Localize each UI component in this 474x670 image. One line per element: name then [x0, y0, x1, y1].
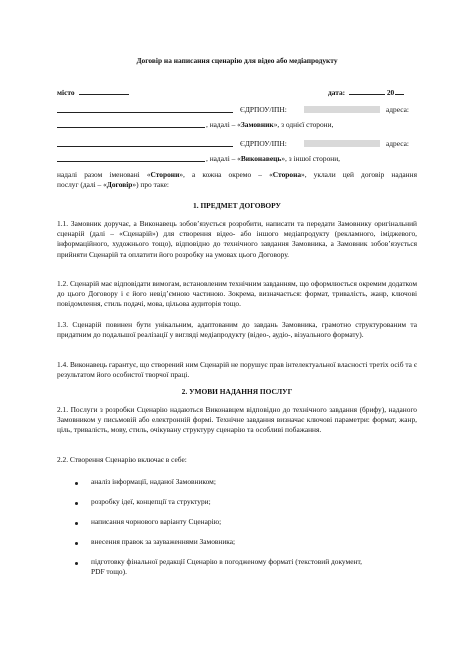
list-item: підготовку фінальної редакції Сценарію в погодженому форматі (текстовий документ,: [91, 557, 362, 566]
clause-1-2: 1.2. Сценарій має відповідати вимогам, встановленим технічним завданням, що оформлюється окремим додатком до цього Договору і є його невід’ємною частиною. Зокрема, визначається: формат, тривалість, жанр, ключові повідомлення, стиль подачі, мова, цільова аудиторія тощо.: [57, 279, 417, 309]
bullet-icon: [75, 562, 78, 565]
bullet-icon: [75, 502, 78, 505]
parties-line-2: [57, 180, 417, 190]
clause-1-4: 1.4. Виконавець гарантує, що створений ним Сценарій не порушує прав інтелектуальної власності третіх осіб та є результатом його особистої творчої праці.: [57, 360, 417, 380]
customer-role-name: Замовник: [240, 120, 274, 129]
parties-text-4: послуг (далі – «: [57, 180, 107, 190]
customer-edrpou-label: ЄДРПОУ/ІПН:: [240, 105, 287, 114]
list-item: аналіз інформації, наданої Замовником;: [91, 477, 216, 486]
parties-line-1: [57, 170, 417, 180]
customer-address-field[interactable]: [57, 127, 205, 128]
date-label: дата:: [328, 88, 346, 97]
list-item-continuation: PDF тощо).: [91, 567, 127, 576]
city-label: місто: [57, 88, 75, 97]
executor-name-field[interactable]: [57, 146, 233, 147]
parties-text-3: », уклали цей договір надання: [301, 170, 417, 179]
bullet-icon: [75, 542, 78, 545]
parties-term-sides: Сторони: [150, 170, 180, 179]
clause-1-3: 1.3. Сценарій повинен бути унікальним, адаптованим до завдань Замовника, грамотно структурованим та придатним до подальшої реалізації у вигляді медіапродукту (відео-, аудіо-, візуального формату).: [57, 320, 417, 340]
bullet-icon: [75, 482, 78, 485]
section-1-title: 1. ПРЕДМЕТ ДОГОВОРУ: [193, 201, 281, 210]
parties-text-2: », а кожна окремо – «: [179, 170, 273, 179]
executor-address-field[interactable]: [57, 161, 205, 162]
parties-term-contract: Договір: [106, 180, 133, 190]
parties-paragraph: [57, 170, 417, 190]
year-field[interactable]: [395, 87, 404, 95]
document-title: Договір на написання сценарію для відео або медіапродукту: [136, 56, 338, 65]
section-2-title: 2. УМОВИ НАДАННЯ ПОСЛУГ: [181, 387, 293, 396]
date-field[interactable]: [349, 87, 385, 95]
city-field[interactable]: [79, 87, 129, 95]
clause-1-1: 1.1. Замовник доручає, а Виконавець зобов’язується розробити, написати та передати Замовнику оригінальний сценарій (далі – «Сценарій») для створення відео- або іншого медіапродукту (рекламного, іміджевого, інформаційного, художнього тощо), відповідно до технічного завдання Замовника, а Замовник зобов’язується прийняти Сценарій та оплатити його розробку на умовах цього Договору.: [57, 219, 417, 259]
city-line: [57, 87, 129, 98]
list-item: розробку ідеї, концепції та структури;: [91, 497, 211, 506]
customer-role-pre: , надалі – «: [206, 120, 241, 129]
customer-role-line: [206, 120, 333, 130]
bullet-icon: [75, 522, 78, 525]
executor-address-label: адреса:: [386, 139, 409, 148]
executor-role-line: [206, 154, 340, 164]
clause-2-1: 2.1. Послуги з розробки Сценарію надаються Виконавцем відповідно до технічного завдання (брифу), наданого Замовником у письмовій або електронній формі. Технічне завдання визначає ключові параметри: формат, жанр, ціль, тривалість, мову, стиль, очікувану структуру сценарію та особливі побажання.: [57, 405, 417, 435]
list-item: написання чорнового варіанту Сценарію;: [91, 517, 222, 526]
customer-edrpou-field[interactable]: [304, 106, 380, 113]
customer-name-field[interactable]: [57, 112, 233, 113]
parties-text-5: ») про таке:: [132, 180, 169, 190]
executor-role-pre: , надалі – «: [206, 154, 241, 163]
clause-2-2: 2.2. Створення Сценарію включає в себе:: [57, 455, 187, 464]
list-item: внесення правок за зауваженнями Замовника;: [91, 537, 236, 546]
date-year: 20: [386, 88, 395, 97]
customer-role-post: », з однієї сторони,: [273, 120, 334, 129]
parties-text-1: надалі разом іменовані «: [57, 170, 151, 179]
date-line: [328, 87, 404, 98]
executor-role-name: Виконавець: [240, 154, 282, 163]
executor-role-post: », з іншої сторони,: [281, 154, 341, 163]
executor-edrpou-label: ЄДРПОУ/ІПН:: [240, 139, 287, 148]
parties-term-side: Сторона: [272, 170, 302, 179]
executor-edrpou-field[interactable]: [304, 140, 380, 147]
customer-address-label: адреса:: [386, 105, 409, 114]
